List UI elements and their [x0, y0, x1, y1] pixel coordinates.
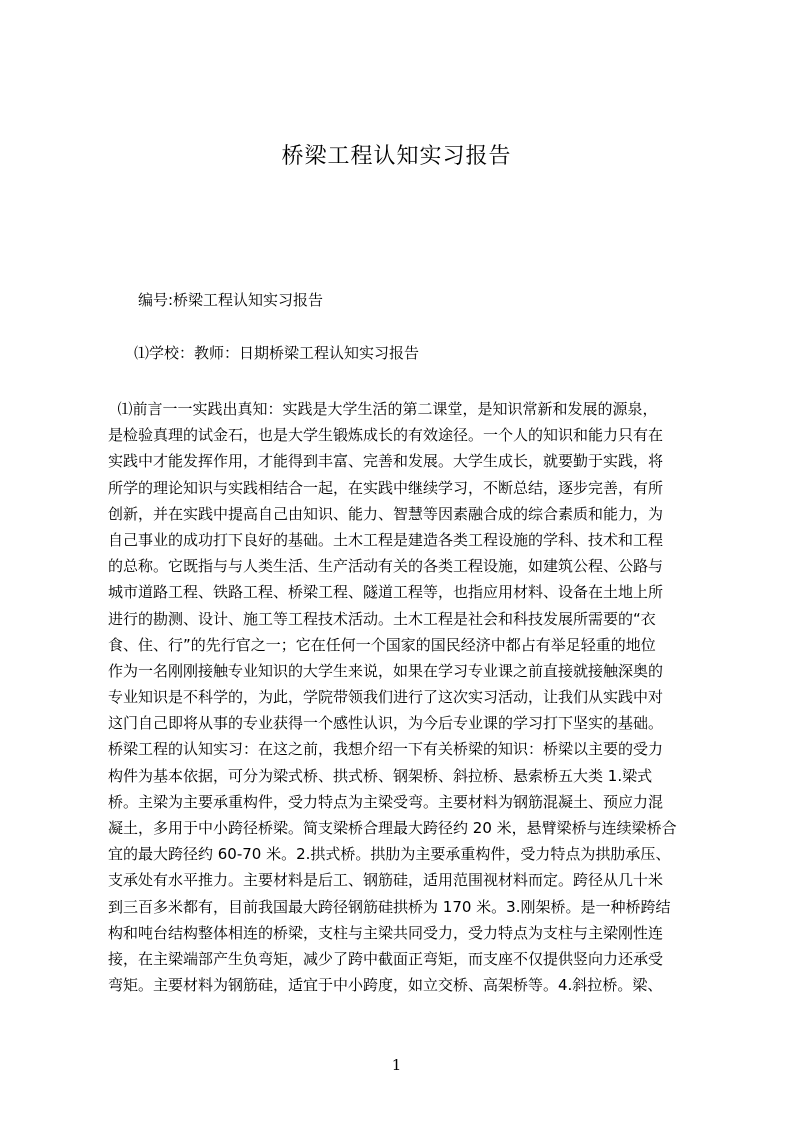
body-line: 凝土，多用于中小跨径桥梁。简支梁桥合理最大跨径约 20 米，悬臂梁桥与连续梁桥合: [108, 819, 677, 837]
body-line: ⑴前言一一实践出真知：实践是大学生活的第二课堂，是知识常新和发展的源泉，: [108, 400, 658, 418]
body-line: 创新，并在实践中提高自己由知识、能力、智慧等因素融合成的综合素质和能力，为: [108, 504, 664, 523]
body-line: 这门自己即将从事的专业获得一个感性认识，为今后专业课的学习打下坚实的基础。: [108, 714, 664, 733]
document-number-line: 编号:桥梁工程认知实习报告: [138, 291, 324, 309]
page-number: 1: [391, 1056, 402, 1074]
body-line: 桥梁工程的认知实习：在这之前，我想介绍一下有关桥梁的知识：桥梁以主要的受力: [108, 740, 664, 759]
body-line: 支承处有水平推力。主要材料是后工、钢筋硅，适用范围视材料而定。跨径从几十米: [108, 871, 664, 890]
body-line: 构和吨台结构整体相连的桥梁，支柱与主梁共同受力，受力特点为支柱与主梁刚性连: [108, 923, 664, 942]
page-title: 桥梁工程认知实习报告: [281, 144, 512, 169]
body-line: 桥。主梁为主要承重构件，受力特点为主梁受弯。主要材料为钢筋混凝土、预应力混: [108, 792, 664, 811]
body-line: 食、住、行”的先行官之一；它在任何一个国家的国民经济中都占有举足轻重的地位: [108, 635, 656, 654]
body-line: 所学的理论知识与实践相结合一起，在实践中继续学习，不断总结，逐步完善，有所: [108, 478, 664, 497]
body-line: 实践中才能发挥作用，才能得到丰富、完善和发展。大学生成长，就要勤于实践，将: [108, 452, 664, 471]
body-line: 的总称。它既指与与人类生活、生产活动有关的各类工程设施，如建筑公程、公路与: [108, 557, 664, 576]
body-line: 专业知识是不科学的，为此，学院带领我们进行了这次实习活动，让我们从实践中对: [108, 688, 664, 707]
body-line: 是检验真理的试金石，也是大学生锻炼成长的有效途径。一个人的知识和能力只有在: [108, 426, 664, 445]
body-line: 城市道路工程、铁路工程、桥梁工程、隧道工程等，也指应用材料、设备在土地上所: [108, 583, 664, 602]
body-line: 进行的勘测、设计、施工等工程技术活动。土木工程是社会和科技发展所需要的“衣: [108, 609, 656, 628]
body-line: 构件为基本依据，可分为梁式桥、拱式桥、钢架桥、斜拉桥、悬索桥五大类 1.梁式: [108, 766, 653, 785]
body-line: 自己事业的成功打下良好的基础。土木工程是建造各类工程设施的学科、技术和工程: [108, 530, 664, 549]
body-line: 弯矩。主要材料为钢筋硅，适宜于中小跨度，如立交桥、高架桥等。4.斜拉桥。梁、: [108, 976, 663, 995]
body-line: 宜的最大跨径约 60-70 米。2.拱式桥。拱肋为主要承重构件，受力特点为拱肋承压、: [108, 845, 671, 864]
school-teacher-date-line: ⑴学校：教师：日期桥梁工程认知实习报告: [134, 344, 420, 362]
body-line: 接，在主梁端部产生负弯矩，减少了跨中截面正弯矩，而支座不仅提供竖向力还承受: [108, 949, 664, 968]
report-body: [108, 399, 708, 1019]
body-line: 作为一名刚刚接触专业知识的大学生来说，如果在学习专业课之前直接就接触深奥的: [108, 661, 664, 680]
body-line: 到三百多米都有，目前我国最大跨径钢筋硅拱桥为 170 米。3.刚架桥。是一种桥跨结: [108, 897, 671, 916]
